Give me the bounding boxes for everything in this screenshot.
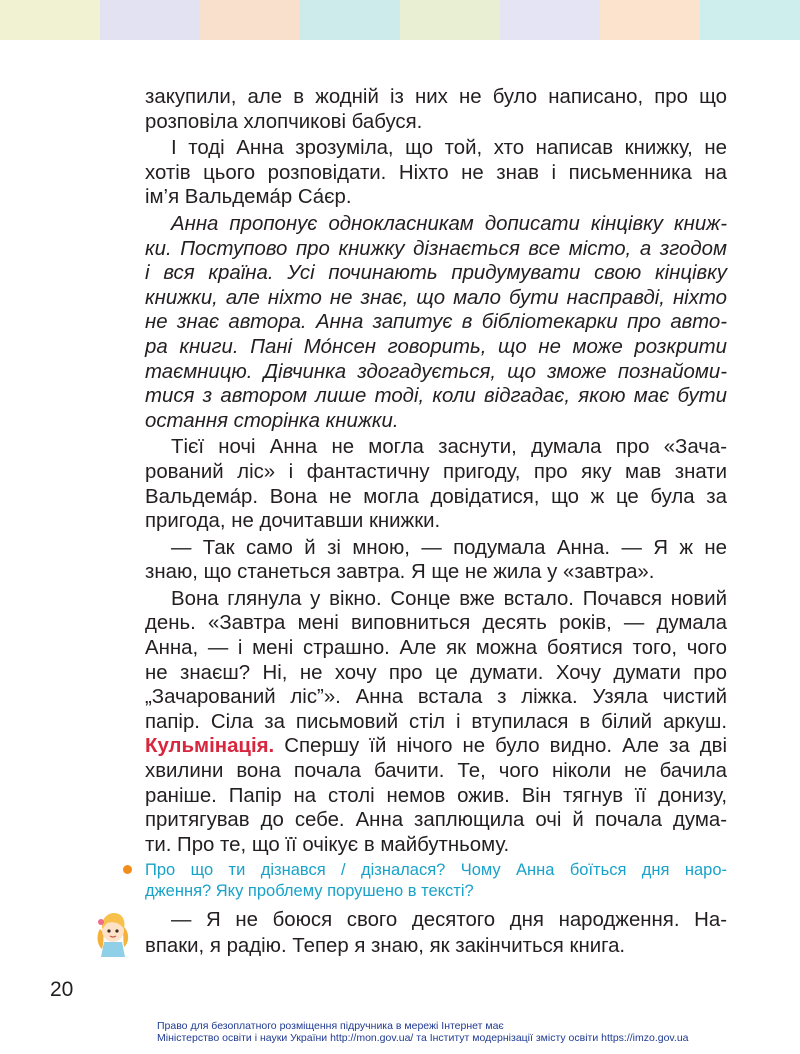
question-line: Про що ти дізнався / дізналася? Чому Анна боїться дня наро- bbox=[145, 861, 727, 879]
text-line: книжки, але ніхто не знає, що мало бути насправді, ніхто bbox=[145, 286, 727, 309]
footer-line: Міністерство освіти і науки України http://mon.gov.ua/ та Інститут модернізації змісту освіти https://imzo.gov.ua bbox=[157, 1032, 689, 1044]
text-line: закупили, але в жодній із них не було написано, про що bbox=[145, 86, 727, 108]
footer-notice bbox=[157, 1020, 717, 1044]
climax-label: Кульмінація. bbox=[145, 735, 275, 758]
text-line: — Я не боюся свого десятого дня народження. На- bbox=[171, 909, 727, 931]
header-stripes bbox=[0, 0, 800, 40]
text-line: — Так само й зі мною, — подумала Анна. — Я ж не bbox=[171, 536, 727, 559]
text-span: Спершу їй нічого не було видно. Але за дві bbox=[274, 735, 727, 758]
footer-line: Право для безоплатного розміщення підручника в мережі Інтернет має bbox=[157, 1020, 504, 1032]
text-line: впаки, я радію. Тепер я знаю, як закінчиться книга. bbox=[145, 935, 626, 957]
summary-paragraph bbox=[145, 212, 727, 433]
text-line: І тоді Анна зрозуміла, що той, хто написав книжку, не bbox=[171, 137, 727, 160]
header-stripe bbox=[600, 0, 700, 40]
text-line: тися з автором лише тоді, коли відгадає, якою має бути bbox=[145, 385, 727, 408]
text-line: не знаєш? Ні, не хочу про це думати. Хочу думати про bbox=[145, 661, 727, 684]
text-line: пригода, не дочитавши книжки. bbox=[145, 510, 441, 533]
paragraph bbox=[145, 136, 727, 210]
header-stripe bbox=[200, 0, 300, 40]
text-line: папір. Сіла за письмовий стіл і втупилася в білий аркуш. bbox=[145, 710, 727, 733]
header-stripe bbox=[100, 0, 200, 40]
text-line: рований ліс» і фантастичну пригоду, про яку мав знати bbox=[145, 460, 727, 483]
text-line: притягував до себе. Анна заплющила очі й почала дума- bbox=[145, 809, 727, 832]
text-line: ки. Поступово про книжку дізнається все місто, а згодом bbox=[145, 237, 727, 260]
text-line: не знає автора. Анна запитує в бібліотекарки про авто- bbox=[145, 311, 727, 334]
paragraph bbox=[145, 435, 727, 533]
paragraph bbox=[145, 85, 727, 134]
text-line: ім’я Вальдема́р Са́єр. bbox=[145, 186, 352, 209]
paragraph bbox=[145, 536, 727, 585]
girl-icon bbox=[94, 909, 132, 957]
text-line: „Зачарований ліс”». Анна встала з ліжка. Узяла чистий bbox=[145, 686, 727, 709]
text-line: ра книги. Пані Мо́нсен говорить, що не може розкрити bbox=[145, 335, 727, 358]
paragraph bbox=[145, 587, 727, 858]
header-stripe bbox=[300, 0, 400, 40]
page-number: 20 bbox=[50, 978, 74, 1001]
text-line: день. «Завтра мені виповниться десять років, — думала bbox=[145, 612, 727, 635]
text-line: хотів цього розповідати. Ніхто не знав і письменника на bbox=[145, 161, 727, 184]
question-line: дження? Яку проблему порушено в тексті? bbox=[145, 882, 474, 900]
header-stripe bbox=[0, 0, 100, 40]
text-line: знаю, що станеться завтра. Я ще не жила у «завтра». bbox=[145, 561, 655, 584]
text-line: і вся країна. Усі починають придумувати свою кінцівку bbox=[145, 262, 727, 285]
text-line: розповіла хлопчикові бабуся. bbox=[145, 110, 423, 133]
text-line: Анна, — і мені страшно. Але як можна боятися того, чого bbox=[145, 637, 727, 660]
text-line bbox=[145, 734, 727, 759]
text-line: раніше. Папір на столі немов ожив. Він тягнув її донизу, bbox=[145, 784, 727, 807]
header-stripe bbox=[700, 0, 800, 40]
text-line: ти. Про те, що її очікує в майбутньому. bbox=[145, 833, 510, 856]
header-stripe bbox=[500, 0, 600, 40]
text-line: остання сторінка книжки. bbox=[145, 409, 399, 432]
text-line: Анна пропонує однокласникам дописати кінцівку книж- bbox=[171, 212, 727, 235]
ending-paragraph bbox=[145, 907, 727, 959]
header-stripe bbox=[400, 0, 500, 40]
story-text bbox=[145, 85, 727, 857]
text-line: Тієї ночі Анна не могла заснути, думала про «Зача- bbox=[171, 436, 727, 459]
text-line: Вона глянула у вікно. Сонце вже встало. Почався новий bbox=[171, 587, 727, 610]
question-block bbox=[145, 860, 727, 902]
text-line: хвилини вона почала бачити. Те, чого ніколи не бачила bbox=[145, 760, 727, 783]
bullet-icon bbox=[123, 865, 132, 874]
text-line: таємницю. Дівчинка здогадується, що зможе познайоми- bbox=[145, 360, 727, 383]
text-line: Вальдема́р. Вона не могла довідатися, що ж це була за bbox=[145, 485, 727, 508]
